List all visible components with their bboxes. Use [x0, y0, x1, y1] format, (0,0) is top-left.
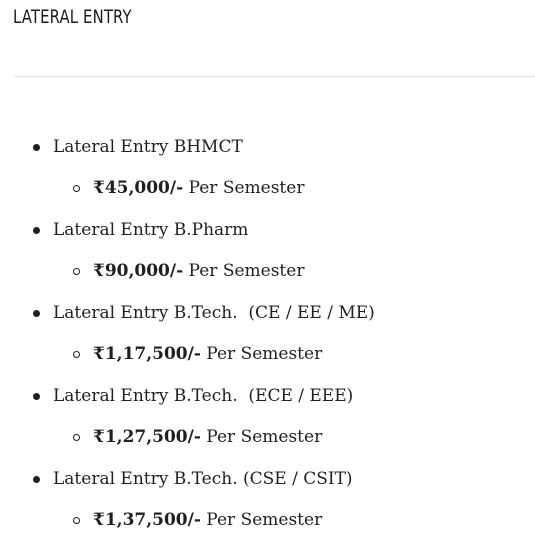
fee-amount: ₹1,37,500/- — [93, 510, 201, 530]
fee-amount: ₹45,000/- — [93, 178, 184, 198]
list-item-course: Lateral Entry B.Pharm — [0, 217, 375, 258]
list-item-fee — [0, 424, 375, 466]
list-item-fee — [0, 341, 375, 383]
list-item-fee — [0, 258, 375, 300]
list-item-course: Lateral Entry BHMCT — [0, 134, 375, 175]
list-item-fee — [0, 507, 375, 549]
fee-list — [0, 134, 375, 549]
divider — [13, 76, 535, 77]
fee-period: Per Semester — [183, 261, 305, 281]
fee-period: Per Semester — [200, 427, 323, 447]
list-item-course: Lateral Entry B.Tech. (CSE / CSIT) — [0, 466, 375, 507]
list-item-fee — [0, 175, 375, 217]
fee-amount: ₹1,17,500/- — [93, 344, 201, 364]
list-item-course: Lateral Entry B.Tech. (CE / EE / ME) — [0, 300, 375, 341]
fee-period: Per Semester — [200, 344, 323, 364]
fee-amount: ₹90,000/- — [93, 261, 184, 281]
page-title: LATERAL ENTRY — [13, 6, 132, 28]
list-item-course: Lateral Entry B.Tech. (ECE / EEE) — [0, 383, 375, 424]
fee-period: Per Semester — [200, 510, 323, 530]
fee-period: Per Semester — [183, 178, 305, 198]
fee-amount: ₹1,27,500/- — [93, 427, 201, 447]
